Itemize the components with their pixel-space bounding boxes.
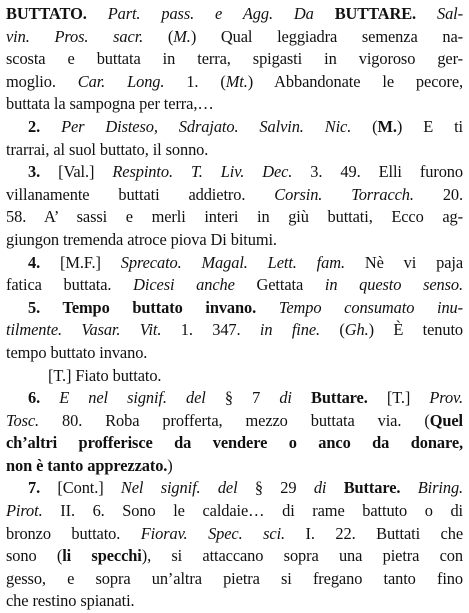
text-segment: ) bbox=[167, 455, 173, 475]
text-line-l20 bbox=[6, 432, 463, 455]
text-segment bbox=[416, 4, 437, 23]
text-segment: Tempo consumato inu- bbox=[278, 297, 464, 317]
text-segment: vin. Pros. sacr. bbox=[6, 26, 144, 46]
text-segment bbox=[40, 117, 61, 136]
text-line-l21 bbox=[6, 455, 463, 478]
text-segment: buttata la sampogna per terra,… bbox=[6, 94, 214, 114]
text-segment: ) È tenuto bbox=[368, 320, 463, 340]
text-segment: 5. Tempo buttato invano. bbox=[28, 297, 257, 317]
text-segment: di bbox=[279, 388, 292, 408]
text-line-l26 bbox=[6, 568, 463, 591]
text-segment: 80. Roba profferta, mezzo buttata via. ( bbox=[39, 410, 430, 430]
text-line-l6 bbox=[6, 116, 463, 139]
text-segment: trarrai, al suol buttato, il sonno. bbox=[6, 139, 209, 159]
text-segment: ( bbox=[143, 26, 174, 46]
text-segment: [M.F.] bbox=[40, 252, 121, 272]
text-segment: ), si attaccano sopra una pietra con bbox=[141, 546, 463, 566]
text-segment bbox=[40, 388, 59, 407]
text-line-l27 bbox=[6, 590, 463, 613]
text-segment: Gh. bbox=[344, 320, 369, 340]
text-segment: M. bbox=[377, 116, 397, 136]
text-line-l22 bbox=[6, 477, 463, 500]
text-segment: § 7 bbox=[205, 388, 280, 408]
text-segment: li specchi bbox=[62, 546, 142, 566]
text-segment: Nè vi paja bbox=[344, 252, 463, 272]
text-segment: villanamente buttati addietro. bbox=[6, 184, 275, 204]
text-line-l5 bbox=[6, 93, 463, 116]
text-segment: fatica buttata. bbox=[6, 275, 134, 295]
text-segment: Pirot. bbox=[6, 501, 43, 521]
text-line-l2 bbox=[6, 26, 463, 49]
text-segment: ch’altri profferisce da vendere o anco da donare, bbox=[6, 433, 463, 453]
text-segment: Car. Long. bbox=[77, 71, 165, 91]
text-segment: ) Abbandonate le pecore, bbox=[247, 71, 463, 91]
text-segment: BUTTARE. bbox=[334, 4, 417, 23]
text-line-l23 bbox=[6, 500, 463, 523]
text-segment: BUTTATO. bbox=[6, 4, 87, 23]
text-segment: gesso, e sopra un’altra pietra si fregano tanto fino bbox=[6, 568, 463, 588]
text-line-l18 bbox=[6, 387, 463, 410]
text-segment: I. 22. Buttati che bbox=[285, 523, 463, 543]
text-segment bbox=[400, 478, 417, 497]
text-segment: Sprecato. Magal. Lett. fam. bbox=[120, 252, 345, 272]
text-line-l1 bbox=[6, 3, 463, 26]
text-segment: 20. bbox=[413, 184, 464, 204]
text-segment: bronzo buttato. bbox=[6, 523, 141, 543]
text-segment: Prov. bbox=[429, 388, 464, 408]
text-segment: Gettata bbox=[234, 275, 325, 295]
text-line-l25 bbox=[6, 545, 463, 568]
text-line-l13 bbox=[6, 274, 463, 297]
text-segment bbox=[256, 298, 279, 317]
text-segment: moglio. bbox=[6, 71, 78, 91]
text-segment: 6. bbox=[28, 388, 41, 408]
text-segment: ( bbox=[351, 116, 378, 136]
text-segment: in questo senso. bbox=[324, 275, 463, 295]
text-segment: Part. pass. e Agg. Da bbox=[107, 4, 335, 23]
text-segment: § 29 bbox=[237, 478, 314, 498]
text-segment: 1. ( bbox=[164, 71, 226, 91]
text-line-l14 bbox=[6, 297, 463, 320]
text-segment: tempo buttato invano. bbox=[6, 342, 148, 362]
text-segment: [Val.] bbox=[40, 162, 113, 182]
text-segment: Fiorav. Spec. sci. bbox=[140, 523, 286, 543]
text-segment: non è tanto apprezzato. bbox=[6, 455, 168, 475]
text-segment: Per Disteso, Sdrajato. Salvin. Nic. bbox=[61, 116, 352, 136]
text-line-l12 bbox=[6, 252, 463, 275]
text-segment: [T.] bbox=[367, 388, 430, 408]
text-line-l8 bbox=[6, 161, 463, 184]
text-segment: Sal- bbox=[436, 4, 463, 23]
text-line-l4 bbox=[6, 71, 463, 94]
text-line-l17 bbox=[6, 365, 463, 388]
text-segment: tilmente. Vasar. Vit. bbox=[6, 320, 162, 340]
text-segment: Biring. bbox=[417, 478, 464, 498]
text-segment: Quel bbox=[429, 410, 463, 430]
text-segment: di bbox=[313, 478, 327, 498]
text-segment: E nel signif. del bbox=[59, 388, 206, 408]
text-segment: in fine. bbox=[259, 320, 320, 340]
text-segment: Nel signif. del bbox=[120, 478, 238, 498]
text-segment: 3. bbox=[28, 162, 41, 182]
text-line-l24 bbox=[6, 523, 463, 546]
text-line-l11 bbox=[6, 229, 463, 252]
text-segment: Dicesi anche bbox=[133, 275, 235, 295]
text-segment: Respinto. T. Liv. Dec. bbox=[112, 162, 293, 182]
text-segment: 4. bbox=[28, 252, 41, 272]
text-line-l16 bbox=[6, 342, 463, 365]
text-line-l3 bbox=[6, 48, 463, 71]
text-segment: 2. bbox=[28, 116, 41, 136]
text-segment: 1. 347. bbox=[161, 320, 260, 340]
text-segment: ) E ti bbox=[396, 116, 464, 136]
text-segment: Mt. bbox=[225, 71, 248, 91]
text-segment: sono ( bbox=[6, 546, 63, 566]
text-segment: scosta e buttata in terra, spigasti in vigoroso ger- bbox=[6, 49, 463, 69]
text-segment: [T.] Fiato buttato. bbox=[48, 365, 162, 385]
text-segment: II. 6. Sono le caldaie… di rame battuto o di bbox=[42, 501, 463, 521]
text-segment: Buttare. bbox=[311, 388, 368, 408]
text-line-l10 bbox=[6, 206, 463, 229]
text-segment: Tosc. bbox=[6, 410, 40, 430]
text-segment bbox=[87, 4, 108, 23]
text-segment: che restino spianati. bbox=[6, 591, 135, 611]
text-segment: M. bbox=[173, 26, 191, 46]
text-segment: ( bbox=[320, 320, 345, 340]
text-line-l7 bbox=[6, 139, 463, 162]
text-segment: 58. A’ sassi e merli interi in giù buttati, Ecco ag- bbox=[6, 207, 463, 227]
text-segment bbox=[292, 388, 311, 407]
text-segment bbox=[326, 478, 343, 497]
text-segment: Buttare. bbox=[343, 478, 401, 498]
text-segment: [Cont.] bbox=[40, 478, 121, 498]
text-segment: Corsin. Torracch. bbox=[274, 184, 414, 204]
text-segment: 3. 49. Elli furono bbox=[292, 162, 463, 182]
text-segment: ) Qual leggiadra semenza na- bbox=[190, 26, 463, 46]
text-segment: 7. bbox=[28, 478, 41, 498]
text-line-l19 bbox=[6, 410, 463, 433]
text-segment: giungon tremenda atroce piova Di bitumi. bbox=[6, 229, 277, 249]
text-line-l15 bbox=[6, 319, 463, 342]
text-line-l9 bbox=[6, 184, 463, 207]
entry-text bbox=[6, 3, 463, 613]
